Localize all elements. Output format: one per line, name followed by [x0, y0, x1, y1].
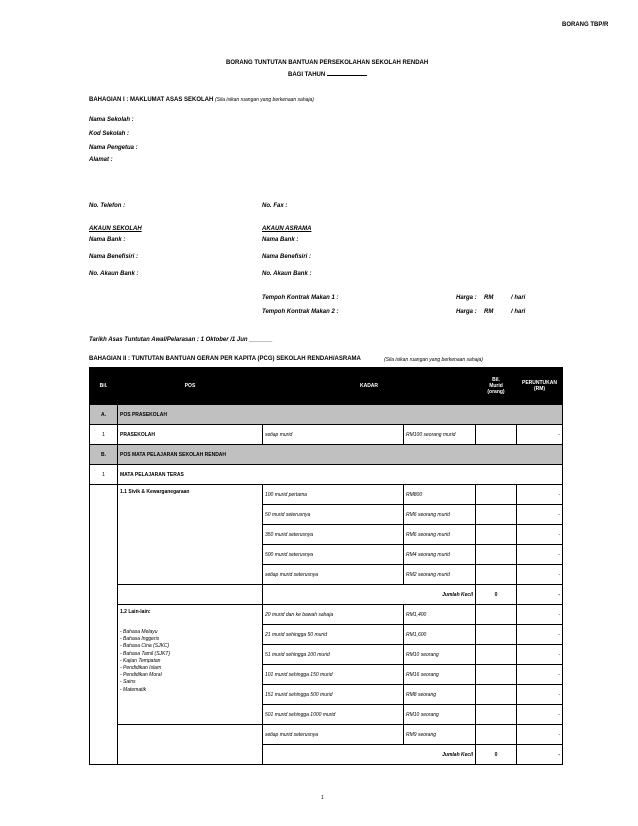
col-murid: [476, 368, 517, 405]
teras-label: MATA PELAJARAN TERAS: [118, 465, 563, 485]
asrama-nama-benefisiri[interactable]: Nama Benefisiri :: [262, 254, 312, 260]
sekolah-no-akaun[interactable]: No. Akaun Bank :: [89, 271, 139, 277]
kontrak2-label[interactable]: Tempoh Kontrak Makan 2 :: [262, 309, 339, 315]
subject-item: - Pendidikan Islam: [120, 665, 162, 672]
section2-note: (Sila isikan ruangan yang berkenaan sahaja): [384, 357, 483, 363]
table-row: [90, 725, 563, 745]
lain-desc-2: 51 murid sehingga 100 murid: [263, 645, 404, 665]
subject-item: - Bahasa Melayu: [120, 629, 158, 635]
col-peruntukan: [517, 368, 563, 405]
table-header-row: [90, 368, 563, 405]
lain-amount-2: -: [517, 645, 563, 665]
table-row: [90, 485, 563, 505]
section1-note: (Sila isikan ruangan yang berkenaan sahaja): [215, 97, 314, 103]
field-telefon[interactable]: No. Telefon :: [89, 203, 126, 209]
lain-label: 1.2 Lain-lain:: [120, 609, 151, 615]
sivik-desc-3: 500 murid seterusnya: [263, 545, 404, 565]
pcg-table: [89, 367, 563, 765]
sivik-count-4[interactable]: [476, 565, 517, 585]
kontrak2-harga: Harga :: [456, 309, 477, 315]
section-b-code: B.: [90, 445, 118, 465]
sivik-amount-0: -: [517, 485, 563, 505]
sivik-subtotal-count: 0: [476, 585, 517, 605]
subject-list: [120, 629, 260, 694]
section2-title: BAHAGIAN II : TUNTUTAN BANTUAN GERAN PER KAPITA (PCG) SEKOLAH RENDAH/ASRAMA: [89, 356, 361, 362]
form-subtitle: [288, 71, 367, 78]
col-bil: Bil.: [90, 368, 118, 405]
lain-desc-0: 20 murid dan ke bawah sahaja: [263, 605, 404, 625]
section-a-label: POS PRASEKOLAH: [118, 405, 563, 425]
section-a-code: A.: [90, 405, 118, 425]
table-row: [90, 605, 563, 625]
lain-amount-4: -: [517, 685, 563, 705]
prasekolah-count[interactable]: [476, 425, 517, 445]
col-kadar: KADAR: [263, 368, 476, 405]
field-fax[interactable]: No. Fax :: [262, 203, 288, 209]
lain-bil-blank-2: [90, 725, 118, 765]
field-nama-pengetua[interactable]: Nama Pengetua :: [89, 145, 138, 151]
akaun-asrama-heading: AKAUN ASRAMA: [262, 226, 312, 232]
lain-rate-1: RM1,600: [404, 625, 476, 645]
lain-subtotal-amount: -: [517, 745, 563, 765]
kontrak1-rm[interactable]: RM: [484, 295, 494, 301]
field-alamat[interactable]: Alamat :: [89, 157, 113, 163]
sivik-amount-3: -: [517, 545, 563, 565]
sivik-subtotal-label: Jumlah Kecil: [263, 585, 476, 605]
sivik-bil-blank: [90, 485, 118, 605]
subject-item: - Kajian Tempatan: [120, 657, 161, 664]
sekolah-nama-benefisiri[interactable]: Nama Benefisiri :: [89, 254, 139, 260]
prasekolah-amount: -: [517, 425, 563, 445]
prasekolah-rate: RM100 seorang murid: [404, 425, 476, 445]
kontrak1-unit: / hari: [511, 295, 526, 301]
section1-title: BAHAGIAN I : MAKLUMAT ASAS SEKOLAH: [89, 97, 214, 103]
kontrak2-rm[interactable]: RM: [484, 309, 494, 315]
sivik-subtotal-blank: [118, 585, 263, 605]
lain-rate-5: RM10 seorang: [404, 705, 476, 725]
lain-count-0[interactable]: [476, 605, 517, 625]
subject-item: - Matematik: [120, 686, 147, 693]
subject-item: - Bahasa Inggeris: [120, 636, 160, 643]
subject-item: - Bahasa Cina (SJKC): [120, 643, 170, 650]
lain-desc-4: 151 murid sehingga 500 murid: [263, 685, 404, 705]
kontrak2-unit: / hari: [511, 309, 526, 315]
sivik-desc-0: 100 murid pertama: [263, 485, 404, 505]
col-murid-line3: (orang): [487, 389, 505, 395]
lain-amount-6: -: [517, 725, 563, 745]
akaun-sekolah-heading: AKAUN SEKOLAH: [89, 226, 142, 232]
year-blank[interactable]: [327, 71, 367, 76]
lain-rate-2: RM10 seorang: [404, 645, 476, 665]
sivik-count-1[interactable]: [476, 505, 517, 525]
sivik-subtotal-amount: -: [517, 585, 563, 605]
col-peruntukan-line1: PERUNTUKAN: [522, 380, 557, 386]
sivik-rate-1: RM6 seorang murid: [404, 505, 476, 525]
lain-count-1[interactable]: [476, 625, 517, 645]
prasekolah-name: PRASEKOLAH: [118, 425, 263, 445]
lain-count-6[interactable]: [476, 725, 517, 745]
form-title: BORANG TUNTUTAN BANTUAN PERSEKOLAHAN SEKOLAH RENDAH: [226, 60, 429, 66]
col-pos: POS: [118, 368, 263, 405]
lain-bil-blank: [90, 605, 118, 725]
asrama-no-akaun[interactable]: No. Akaun Bank :: [262, 271, 312, 277]
lain-amount-0: -: [517, 605, 563, 625]
form-code: BORANG TBP/R: [562, 22, 609, 28]
sivik-count-3[interactable]: [476, 545, 517, 565]
sivik-label: [118, 485, 263, 585]
field-kod-sekolah[interactable]: Kod Sekolah :: [89, 131, 130, 137]
sivik-count-0[interactable]: [476, 485, 517, 505]
teras-no: 1: [90, 465, 118, 485]
lain-amount-1: -: [517, 625, 563, 645]
lain-desc-1: 21 murid sehingga 50 murid: [263, 625, 404, 645]
lain-rate-4: RM8 seorang: [404, 685, 476, 705]
sivik-desc-4: setiap murid seterusnya: [263, 565, 404, 585]
lain-pos-blank-2: [118, 725, 263, 765]
page-number: 1: [321, 795, 324, 801]
lain-count-3[interactable]: [476, 665, 517, 685]
teras-row: [90, 465, 563, 485]
prasekolah-desc: setiap murid: [263, 425, 404, 445]
lain-desc-5: 501 murid sehingga 1000 murid: [263, 705, 404, 725]
field-nama-sekolah[interactable]: Nama Sekolah :: [89, 117, 134, 123]
sivik-rate-0: RM800: [404, 485, 476, 505]
sekolah-nama-bank[interactable]: Nama Bank :: [89, 237, 126, 243]
col-murid-line2: Murid: [489, 383, 503, 389]
sivik-amount-2: -: [517, 525, 563, 545]
section1-heading: [89, 97, 314, 103]
sivik-rate-4: RM2 seorang murid: [404, 565, 476, 585]
lain-desc-3: 101 murid sehingga 150 murid: [263, 665, 404, 685]
sivik-amount-1: -: [517, 505, 563, 525]
lain-subtotal-count: 0: [476, 745, 517, 765]
lain-rate-6: RM9 seorang: [404, 725, 476, 745]
prasekolah-row: [90, 425, 563, 445]
sivik-label-text: 1.1 Sivik & Kewarganegaraan: [120, 489, 190, 495]
sivik-desc-1: 50 murid seterusnya: [263, 505, 404, 525]
subject-item: - Sains: [120, 679, 136, 686]
sivik-count-2[interactable]: [476, 525, 517, 545]
kontrak1-harga: Harga :: [456, 295, 477, 301]
sivik-rate-2: RM6 seorang murid: [404, 525, 476, 545]
asrama-nama-bank[interactable]: Nama Bank :: [262, 237, 299, 243]
subtitle-text: BAGI TAHUN: [288, 72, 326, 78]
prasekolah-no: 1: [90, 425, 118, 445]
lain-count-2[interactable]: [476, 645, 517, 665]
lain-count-5[interactable]: [476, 705, 517, 725]
lain-rate-3: RM16 seorang: [404, 665, 476, 685]
lain-desc-6: setiap murid seterusnya: [263, 725, 404, 745]
col-murid-line1: Bil.: [492, 377, 500, 383]
subject-item: - Pendidikan Moral: [120, 672, 162, 679]
lain-count-4[interactable]: [476, 685, 517, 705]
section-a-row: [90, 405, 563, 425]
subject-item: - Bahasa Tamil (SJKT): [120, 650, 171, 657]
col-peruntukan-line2: (RM): [533, 386, 546, 392]
sivik-subtotal-row: [90, 585, 563, 605]
lain-subtotal-label: Jumlah Kecil: [263, 745, 476, 765]
section-b-label: POS MATA PELAJARAN SEKOLAH RENDAH: [118, 445, 563, 465]
section2-heading: [89, 356, 361, 362]
lain-amount-3: -: [517, 665, 563, 685]
kontrak1-label[interactable]: Tempoh Kontrak Makan 1 :: [262, 295, 339, 301]
lain-label-cell: [118, 605, 263, 725]
sivik-rate-3: RM4 seorang murid: [404, 545, 476, 565]
sivik-desc-2: 350 murid seterusnya: [263, 525, 404, 545]
lain-amount-5: -: [517, 705, 563, 725]
sivik-amount-4: -: [517, 565, 563, 585]
section-b-row: [90, 445, 563, 465]
tarikh-asas[interactable]: Tarikh Asas Tuntutan Awal/Pelarasan : 1 Oktober /1 Jun _______: [89, 337, 273, 343]
lain-rate-0: RM1,400: [404, 605, 476, 625]
